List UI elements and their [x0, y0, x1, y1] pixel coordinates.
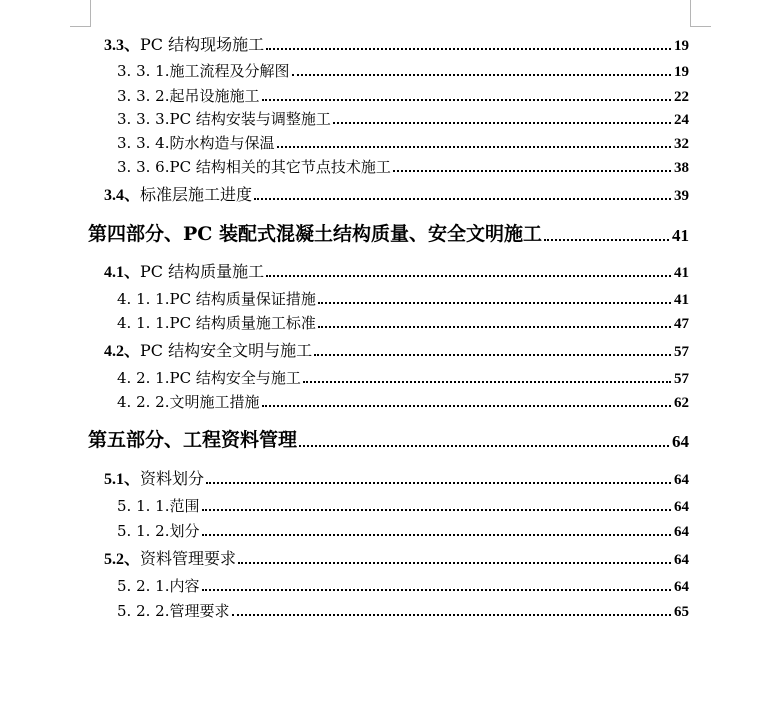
toc-entry-title: 3.3、PC 结构现场施工 [104, 35, 265, 54]
toc-entry-title: 4.2、PC 结构安全文明与施工 [104, 341, 313, 360]
toc-entry-title: 5. 1. 1.范围 [117, 497, 200, 515]
toc-entry[interactable] [0, 31, 689, 55]
toc-leader [232, 614, 672, 616]
toc-entry-title: 3. 3. 3.PC 结构安装与调整施工 [117, 110, 331, 128]
toc-entry-title: 3. 3. 2.起吊设施施工 [117, 87, 260, 105]
toc-page-number: 19 [674, 64, 689, 80]
toc-page-number: 64 [674, 552, 689, 568]
toc-entry[interactable] [0, 492, 689, 516]
toc-entry[interactable] [0, 517, 689, 541]
toc-entry[interactable] [0, 388, 689, 412]
toc-page-number: 57 [674, 344, 689, 360]
toc-page-number: 65 [674, 604, 689, 620]
toc-entry-title: 3. 3. 4.防水构造与保温 [117, 134, 275, 152]
toc-leader [202, 534, 672, 536]
toc-page-number: 24 [674, 112, 689, 128]
toc-page-number: 41 [674, 292, 689, 308]
toc-entry[interactable] [0, 597, 689, 621]
toc-page-number: 64 [672, 432, 689, 451]
toc-leader [266, 275, 671, 277]
toc-page-number: 64 [674, 579, 689, 595]
toc-page-number: 32 [674, 136, 689, 152]
toc-leader [277, 146, 672, 148]
toc-page-number: 41 [672, 226, 689, 245]
toc-page-number: 57 [674, 371, 689, 387]
toc-entry[interactable] [0, 465, 689, 489]
toc-entry-part[interactable] [0, 428, 689, 452]
toc-leader [292, 74, 672, 76]
toc-entry-title: 4. 1. 1.PC 结构质量施工标准 [117, 314, 316, 332]
toc-leader [202, 509, 672, 511]
toc-leader [238, 562, 671, 564]
toc-entry[interactable] [0, 258, 689, 282]
toc-entry[interactable] [0, 129, 689, 153]
toc-page-number: 47 [674, 316, 689, 332]
toc-page-number: 62 [674, 395, 689, 411]
page-corner-mark-right [690, 0, 711, 27]
toc-entry-title: 第五部分、工程资料管理 [88, 429, 298, 451]
toc-entry[interactable] [0, 545, 689, 569]
toc-leader [314, 354, 671, 356]
toc-entry-title: 4. 2. 2.文明施工措施 [117, 393, 260, 411]
toc-entry[interactable] [0, 309, 689, 333]
toc-leader [318, 326, 671, 328]
toc-entry[interactable] [0, 181, 689, 205]
toc-page-number: 19 [674, 38, 689, 54]
toc-leader [262, 99, 672, 101]
toc-entry-title: 5. 2. 2.管理要求 [117, 602, 230, 620]
toc-page-number: 64 [674, 499, 689, 515]
toc-page-number: 22 [674, 89, 689, 105]
toc-entry-title: 第四部分、PC 装配式混凝土结构质量、安全文明施工 [88, 223, 543, 245]
toc-entry-title: 5.1、资料划分 [104, 469, 205, 488]
toc-entry-title: 5.2、资料管理要求 [104, 549, 237, 568]
toc-page-number: 38 [674, 160, 689, 176]
toc-entry[interactable] [0, 364, 689, 388]
toc-entry[interactable] [0, 285, 689, 309]
toc-leader [318, 302, 671, 304]
toc-entry[interactable] [0, 105, 689, 129]
toc-entry[interactable] [0, 153, 689, 177]
toc-page-number: 64 [674, 472, 689, 488]
toc-leader [544, 239, 669, 241]
toc-entry[interactable] [0, 82, 689, 106]
toc-entry-title: 4. 1. 1.PC 结构质量保证措施 [117, 290, 316, 308]
toc-entry-title: 5. 2. 1.内容 [117, 577, 200, 595]
toc-leader [266, 48, 671, 50]
toc-page-number: 39 [674, 188, 689, 204]
toc-leader [262, 405, 672, 407]
toc-leader [254, 198, 671, 200]
toc-entry-title: 4. 2. 1.PC 结构安全与施工 [117, 369, 301, 387]
toc-leader [299, 445, 669, 447]
toc-leader [303, 381, 671, 383]
toc-entry[interactable] [0, 572, 689, 596]
toc-entry-title: 3. 3. 6.PC 结构相关的其它节点技术施工 [117, 158, 391, 176]
toc-entry[interactable] [0, 337, 689, 361]
toc-entry-part[interactable] [0, 222, 689, 246]
toc-leader [202, 589, 672, 591]
page-corner-mark-left [70, 0, 91, 27]
toc-page-number: 64 [674, 524, 689, 540]
toc-entry-title: 3. 3. 1.施工流程及分解图 [117, 62, 290, 80]
toc-entry-title: 4.1、PC 结构质量施工 [104, 262, 265, 281]
toc-entry-title: 5. 1. 2.划分 [117, 522, 200, 540]
toc-entry[interactable] [0, 57, 689, 81]
toc-leader [393, 170, 671, 172]
toc-leader [333, 122, 671, 124]
toc-leader [206, 482, 671, 484]
toc-page-number: 41 [674, 265, 689, 281]
toc-entry-title: 3.4、标准层施工进度 [104, 185, 253, 204]
